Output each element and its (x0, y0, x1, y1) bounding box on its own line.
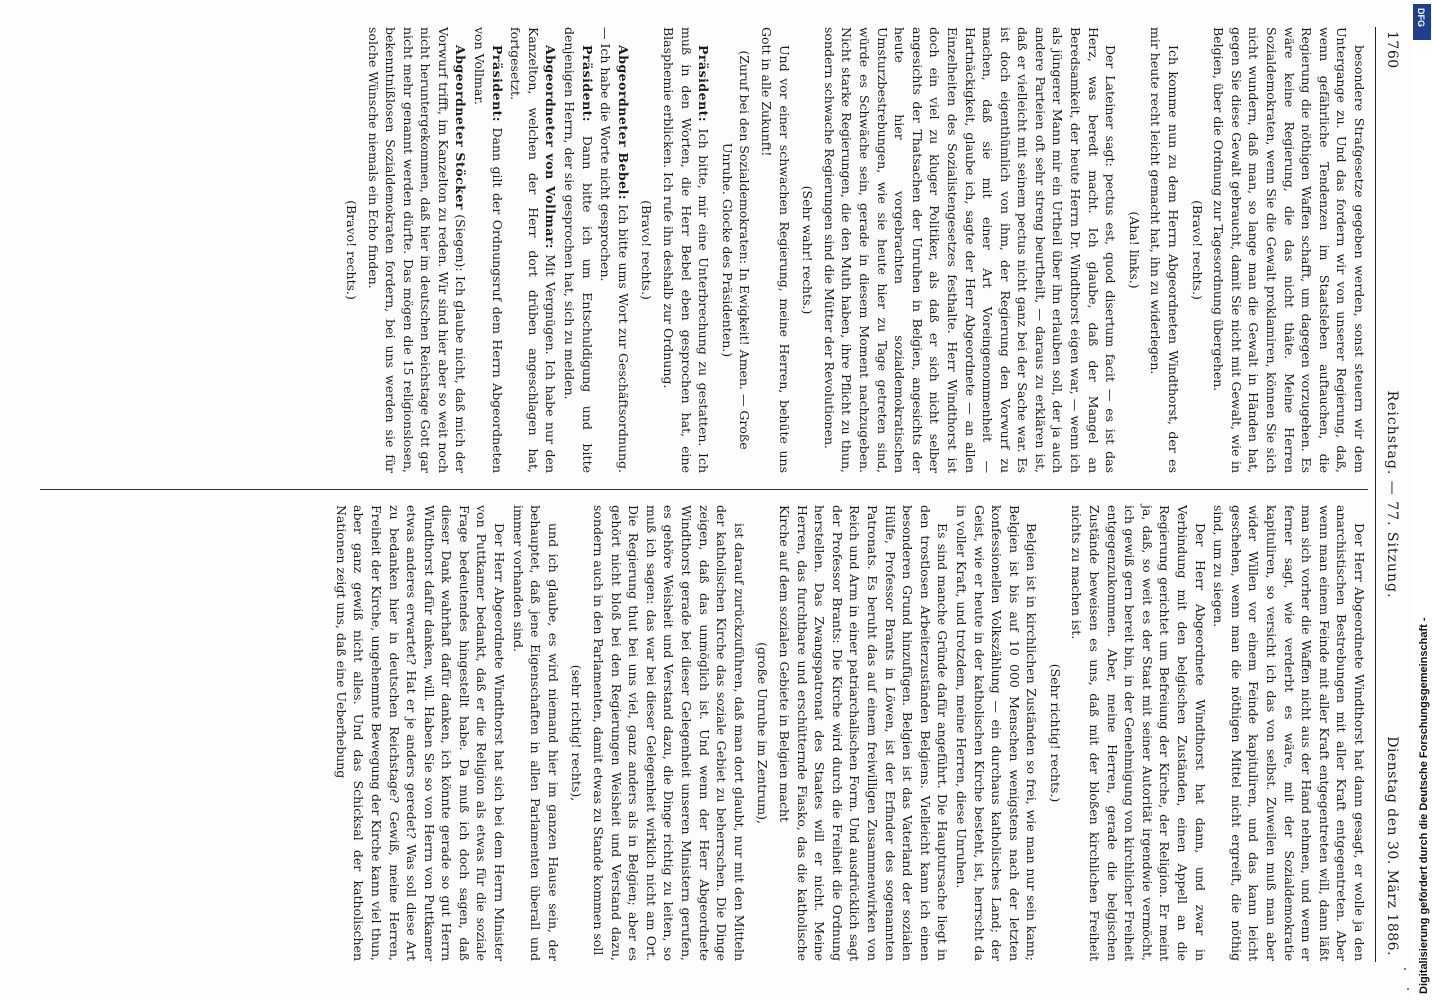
speaker-name: Abgeordneter von Vollmar: (543, 45, 559, 249)
body-paragraph: Der Lateiner sagt: pectus est, quod disertum facit — es ist das Herz, was beredt macht. Ich glaube, daß der Mangel an Beredsamkeit, der heute Herrn Dr. Windthorst eigen war, — wenn ich als jüngerer Mann mir ein Urtheil über ihn erlauben soll, der ja auch andere Parteien oft sehr streng beurtheilt, — daraus zu erklären ist, daß er vielleicht mit seinem pectus nicht ganz bei der Sache war. Es ist doch eigenthümlich von ihm, der Regierung den Vorwurf zu machen, daß sie mit einer Art Voreingenommenheit — Hartnäckigkeit, glaube ich, sagte der Herr Abgeordnete — an allen Einzelheiten des Sozialistengesetzes festhalte. Herr Windthorst ist doch ein viel zu kluger Politiker, als daß er sich nicht selber angesichts der Thatsachen der Unruhen in Belgien, angesichts der heute hier vorgebrachten sozialdemokratischen Umsturzbestrebungen, wie sie heute hier zu Tage getreten sind, würde es Schwäche sein, gerade in diesem Moment nachzugeben. Nicht starke Regierungen, die den Muth haben, ihre Pflicht zu thun, sondern schwache Regierungen sind die Mütter der Revolutionen. (821, 27, 1119, 473)
speech-text: Dann gilt der Ordnungsruf dem Herrn Abgeordneten von Vollmar. (472, 27, 505, 473)
interjection: (Aha! links.) (1126, 211, 1142, 289)
interjection: (Bravo! rechts.) (639, 200, 655, 300)
rotated-document-sheet (32, 27, 1402, 962)
page-header (1375, 27, 1402, 962)
speaker-paragraph (597, 27, 632, 473)
body-paragraph: Ich komme nun zu dem Herrn Abgeordneten Windthorst, der es mir heute recht leicht gemacht hat, ihn zu widerlegen. (1148, 27, 1182, 473)
speaker-name: Präsident: (696, 45, 712, 123)
interjection: (sehr richtig! rechts), (569, 664, 585, 802)
body-paragraph: Der Herr Abgeordnete Windthorst hat sich bei dem Herrn Minister von Puttkamer bedankt, daß er die Religion als etwas für die soziale Frage bedeutendes hingestellt habe. Da muß ich doch sagen, daß dieser Dank wahrhaft dafür danken, ich könnte gerade so gut Herrn Windthorst dafür danken, will. Haben Sie so von Herrn von Puttkamer etwas anderes erwartet? Hat er je anders geredet? Was soll diese Art zu bedanken hier in deutschen Reichstage? Gewiß, meine Herren, Freiheit der Kirche, ungehemmte Bewegung der Kirche kann viel thun, aber ganz gewiß nicht alles. Und das Schicksal der katholischen Nationen zeigt uns, daß eine Ueberhebung (333, 505, 508, 961)
digitization-credit: Digitalisierung gefördert durch die Deutsche Forschungsgemeinschaft - (1418, 617, 1430, 994)
scan-speck (1407, 988, 1409, 990)
left-text-column (32, 27, 1368, 473)
interjection: (große Unruhe im Zentrum), (755, 642, 771, 824)
speaker-name: Präsident: (489, 45, 505, 123)
speaker-name: Abgeordneter Stöcker (453, 45, 469, 210)
session-date: Dienstag den 30. März 1886. (1384, 736, 1400, 956)
body-paragraph: ist darauf zurückzuführen, daß man dort glaubt, nur mit den Mitteln der katholischen Kirche das soziale Gebiet zu beherrschen. Die Dinge zeigen, daß das unmöglich ist. Und wenn der Herr Abgeordnete Windthorst gerade bei dieser Gelegenheit unseren Ministern gerufen, es gehöre Weisheit und Verstand dazu, die Dinge richtig zu leiten, so muß ich sagen: das war bei dieser Gelegenheit wirklich nicht am Ort. Die Regierung thut bei uns viel, ganz anders als in Belgien; aber es gehört nicht bloß bei den Regierungen Weisheit und Verstand dazu, sondern auch in den Parlamenten, damit etwas zu Stande kommen soll (591, 505, 747, 961)
interjection: (Bravo! rechts.) (343, 200, 359, 300)
interjection: (Sehr richtig! rechts.) (1047, 663, 1063, 803)
speaker-paragraph (364, 27, 470, 473)
body-paragraph: Der Herr Abgeordnete Windthorst hat dann, und zwar in Verbindung mit den belgischen Zuständen, einen Appell an die Regierung gerichtet um Befreiung der Kirche, der Religion. Er meint ja, daß, so weit es der Staat mit seiner Autorität irgendwie vermöcht, ich gewiß gern bereit bin, in der Genehmigung von kirchlicher Freiheit entgegenzukommen. Aber, meine Herren, gerade die belgischen Zustände beweisen es uns, daß mit der bloßen kirchlichen Freiheit nichts zu machen ist. (1069, 505, 1208, 961)
body-paragraph: Und vor einer schwachen Regierung, meine Herren, behüte uns Gott in alle Zukunft! (759, 27, 792, 473)
scan-speck (1404, 968, 1406, 970)
speech-text: Ich bitte ums Wort zur Geschäftsordnung. — Ich habe die Worte nicht gesprochen. (598, 27, 631, 473)
interjection: (Sehr wahr! rechts.) (800, 185, 816, 315)
speaker-paragraph (507, 27, 560, 473)
dfg-logo: DFG (1413, 4, 1431, 40)
speech-text: (Siegen): Ich glaube nicht, daß mich der Vorwurf trifft, im Kanzelton zu reden. Wir sind hier aber so weit noch nicht heruntergekommen, daß hier im deutschen Reichstage Gott gar nicht mehr genannt werden dürfte. Das mögen die 15 religionslosen, bekenntnißlosen Sozialdemokraten fordern, bei uns werden sie für solche Wünsche niemals ein Echo finden. (365, 27, 469, 473)
body-paragraph: Belgien ist in kirchlichen Zuständen so frei, wie man nur sein kann; Belgien ist bis auf 10 000 Menschen wenigstens nach der letzten konfessionellen Volkszählung — ein durchaus katholisches Land; der Geist, wie er heute in der katholischen Kirche besteht, ist, herrscht da in voller Kraft, und trotzdem, meine Herren, diese Unruhen. (953, 505, 1040, 961)
speaker-paragraph (560, 27, 595, 473)
interjection: (Bravo! rechts.) (1189, 200, 1205, 300)
session-title: Reichstag. — 77. Sitzung. (1384, 390, 1400, 599)
speech-text: Dann bitte ich um Entschuldigung und bitte denjenigen Herrn, der sie gesprochen hat, sich zu melden. (562, 27, 595, 473)
speech-text: Ich bitte, mir eine Unterbrechung zu gestatten. Ich muß in den Worten, die Herr Bebel eben gesprochen hat, eine Blasphemie erblicken. Ich rufe ihn deshalb zur Ordnung. (661, 27, 712, 473)
speech-text: Mit Vergnügen. Ich habe nur den Kanzelton, welchen der Herr dort drüben angeschlagen hat, fortgesetzt. (508, 27, 559, 473)
body-paragraph: und ich glaube, es wird niemand hier im ganzen Hause sein, der behauptet, daß jene Eigenschaften in allen Parlamenten überall und immer vorhanden sind. (510, 505, 561, 961)
column-divider (40, 489, 1368, 490)
speaker-paragraph (659, 27, 712, 473)
body-paragraph: besondere Strafgesetze gegeben werden, sonst steuern wir dem Untergange zu. Und das fordern wir von unserer Regierung, daß, wenn gefährliche Tendenzen im Staatsleben auftauchen, die Regierung die nöthigen Waffen schafft, um dagegen vorzugehen. Es wäre keine Regierung, die das nicht thäte. Meine Herren Sozialdemokraten, wenn Sie die Gewalt proklamiren, können Sie sich nicht wundern, daß man, so lange man die Gewalt in Händen hat, gegen Sie diese Gewalt gebraucht, damit Sie nicht mit Gewalt, wie in Belgien, über die Ordnung zur Tagesordnung übergehen. (1211, 27, 1367, 473)
body-paragraph: Es sind manche Gründe dafür angeführt. Die Hauptursache liegt in den trostlosen Arbeiterzuständen Belgiens. Vielleicht kann ich einen besonderen Grund hinzufügen. Belgien ist das Vaterland der sozialen Hülfe, Professor Brants in Löwen, ist der Erfinder des sogenannten Patronats. Es beruht das auf einem freiwilligen Zusammenwirken von Reich und Arm in einer patriarchalischen Form. Und ausdrücklich sagt der Professor Brants: Die Kirche wird durch die Freiheit die Ordnung herstellen. Das Zwangspatronat des Staates will er nicht. Meine Herren, das furchtbare und erschütternde Fiasko, das die katholische Kirche auf dem sozialen Gebiete in Belgien macht (777, 505, 951, 961)
interjection: (Zuruf bei den Sozialdemokraten: In Ewigkeit! Amen. — Große Unruhe. Glocke des Präsidenten.) (719, 50, 753, 450)
speaker-paragraph (471, 27, 506, 473)
speaker-name: Präsident: (579, 45, 595, 123)
page-number: 1760 (1384, 31, 1400, 69)
right-text-column (32, 505, 1368, 961)
speaker-name: Abgeordneter Bebel: (615, 45, 631, 200)
body-paragraph: Der Herr Abgeordnete Windthorst hat dann gesagt, er wolle ja den anarchistischen Bestrebungen mit aller Kraft entgegentreten. Aber wenn man einem Feinde mit aller Kraft entgegentreten will, dann läßt man sich vorher die Waffen nicht aus der Hand nehmen, und wenn er ferner sagt, wie verderbt es wäre, mit der Sozialdemokratie kapituliren, so versicht ich das von selbst. Zuweilen muß man aber wider Willen vor einem Feinde kapituliren, und das kann leicht geschehen, wenn man die nöthigen Mittel nicht ergreift, die nöthig sind, um zu siegen. (1211, 505, 1367, 961)
